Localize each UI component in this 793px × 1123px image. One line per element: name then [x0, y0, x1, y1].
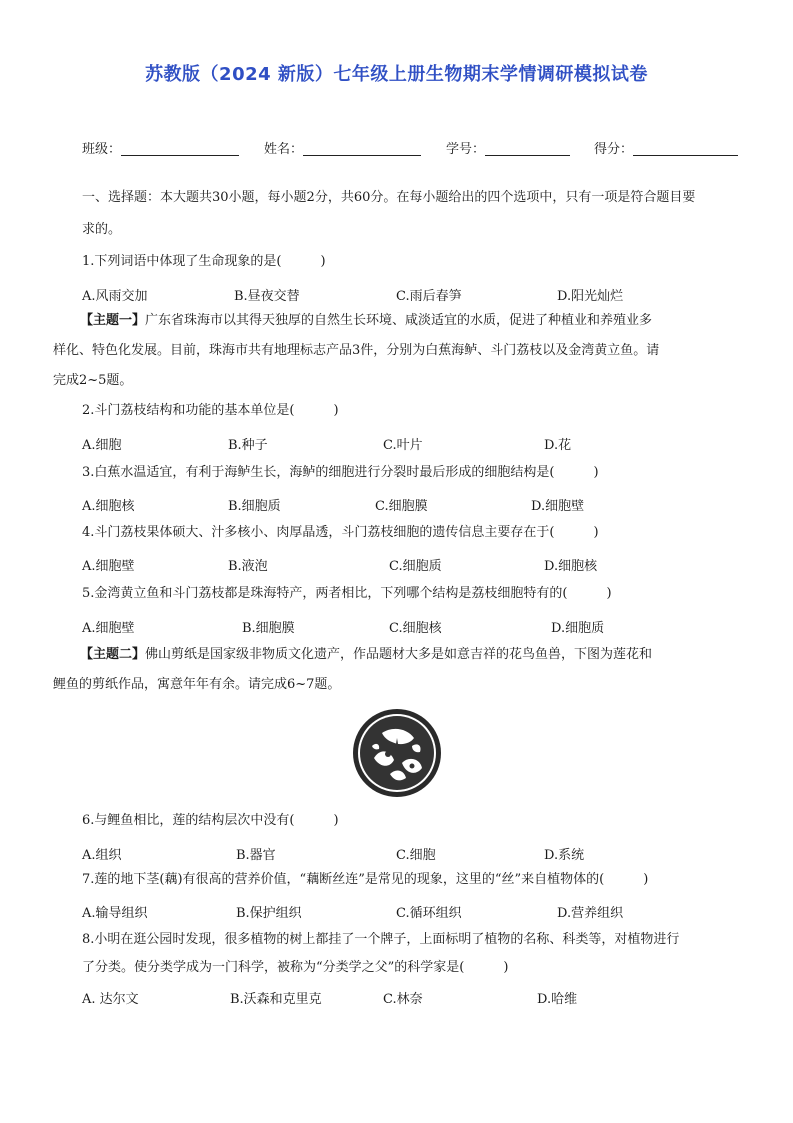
q8-option-d[interactable]: D.哈维: [537, 992, 578, 1007]
q8-option-c[interactable]: C.林奈: [383, 992, 423, 1007]
question-4: 4.斗门荔枝果体硕大、汁多核小、肉厚晶透，斗门荔枝细胞的遗传信息主要存在于( ): [82, 525, 599, 540]
question-8-line1: 8.小明在逛公园时发现，很多植物的树上都挂了一个牌子，上面标明了植物的名称、科类等，对植物进行: [82, 932, 680, 947]
question-1: 1.下列词语中体现了生命现象的是( ): [82, 254, 326, 269]
q2-option-c[interactable]: C.叶片: [383, 438, 423, 453]
name-blank[interactable]: [303, 141, 421, 156]
question-3: 3.白蕉水温适宜，有利于海鲈生长，海鲈的细胞进行分裂时最后形成的细胞结构是( ): [82, 465, 599, 480]
question-5: 5.金湾黄立鱼和斗门荔枝都是珠海特产，两者相比，下列哪个结构是荔枝细胞特有的( ): [82, 586, 612, 601]
theme2-tag: 【主题二】: [80, 647, 146, 662]
q2-option-b[interactable]: B.种子: [228, 438, 268, 453]
q7-option-b[interactable]: B.保护组织: [236, 906, 302, 921]
q4-option-c[interactable]: C.细胞质: [389, 559, 442, 574]
q4-option-a[interactable]: A.细胞壁: [82, 559, 135, 574]
q5-option-a[interactable]: A.细胞壁: [82, 621, 135, 636]
q2-option-a[interactable]: A.细胞: [82, 438, 122, 453]
q7-option-a[interactable]: A.输导组织: [82, 906, 148, 921]
section1-line2: 求的。: [82, 222, 122, 237]
class-field: [82, 138, 239, 157]
theme1-tag: 【主题一】: [80, 313, 146, 328]
q4-option-b[interactable]: B.液泡: [228, 559, 268, 574]
q3-option-a[interactable]: A.细胞核: [82, 499, 135, 514]
theme2-line2: 鲤鱼的剪纸作品，寓意年年有余。请完成6~7题。: [53, 677, 341, 692]
class-label: 班级：: [82, 142, 122, 157]
theme2-line1: [80, 647, 652, 663]
q6-option-b[interactable]: B.器官: [236, 848, 276, 863]
paper-cut-lotus-carp-image: [352, 708, 442, 798]
name-field: [264, 138, 421, 157]
question-8-line2: 了分类。使分类学成为一门科学，被称为“分类学之父”的科学家是( ): [82, 960, 509, 975]
theme1-text1: 广东省珠海市以其得天独厚的自然生长环境、咸淡适宜的水质，促进了种植业和养殖业多: [145, 313, 653, 328]
q6-option-d[interactable]: D.系统: [544, 848, 585, 863]
q6-option-c[interactable]: C.细胞: [396, 848, 436, 863]
id-field: [446, 138, 570, 157]
q5-option-c[interactable]: C.细胞核: [389, 621, 442, 636]
score-field: [594, 138, 738, 157]
q7-option-c[interactable]: C.循环组织: [396, 906, 462, 921]
q8-option-b[interactable]: B.沃森和克里克: [230, 992, 322, 1007]
question-7: 7.莲的地下茎(藕)有很高的营养价值，“藕断丝连”是常见的现象，这里的“丝”来自植物体的( ): [82, 872, 649, 887]
q5-option-b[interactable]: B.细胞膜: [242, 621, 295, 636]
q3-option-b[interactable]: B.细胞质: [228, 499, 281, 514]
q3-option-d[interactable]: D.细胞壁: [531, 499, 585, 514]
id-blank[interactable]: [485, 141, 570, 156]
id-label: 学号：: [446, 142, 486, 157]
score-label: 得分：: [594, 142, 634, 157]
q8-option-a[interactable]: A. 达尔文: [82, 992, 139, 1007]
class-blank[interactable]: [121, 141, 239, 156]
question-6: 6.与鲤鱼相比，莲的结构层次中没有( ): [82, 813, 339, 828]
q3-option-c[interactable]: C.细胞膜: [375, 499, 428, 514]
q4-option-d[interactable]: D.细胞核: [544, 559, 598, 574]
question-2: 2.斗门荔枝结构和功能的基本单位是( ): [82, 403, 339, 418]
q1-option-b[interactable]: B.昼夜交替: [234, 289, 300, 304]
score-blank[interactable]: [633, 141, 738, 156]
theme1-line1: [80, 313, 652, 329]
q6-option-a[interactable]: A.组织: [82, 848, 122, 863]
name-label: 姓名：: [264, 142, 304, 157]
theme1-line3: 完成2~5题。: [53, 373, 133, 388]
q1-option-c[interactable]: C.雨后春笋: [396, 289, 462, 304]
theme1-line2: 样化、特色化发展。目前，珠海市共有地理标志产品3件，分别为白蕉海鲈、斗门荔枝以及金湾黄立鱼。请: [53, 343, 660, 358]
q1-option-d[interactable]: D.阳光灿烂: [557, 289, 624, 304]
q1-option-a[interactable]: A.风雨交加: [82, 289, 148, 304]
exam-title: 苏教版（2024 新版）七年级上册生物期末学情调研模拟试卷: [145, 64, 648, 85]
q5-option-d[interactable]: D.细胞质: [551, 621, 605, 636]
theme2-text1: 佛山剪纸是国家级非物质文化遗产，作品题材大多是如意吉祥的花鸟鱼兽，下图为莲花和: [145, 647, 653, 662]
section1-line1: 一、选择题：本大题共30小题，每小题2分，共60分。在每小题给出的四个选项中，只有一项是符合题目要: [82, 190, 696, 205]
q2-option-d[interactable]: D.花: [544, 438, 572, 453]
q7-option-d[interactable]: D.营养组织: [557, 906, 624, 921]
